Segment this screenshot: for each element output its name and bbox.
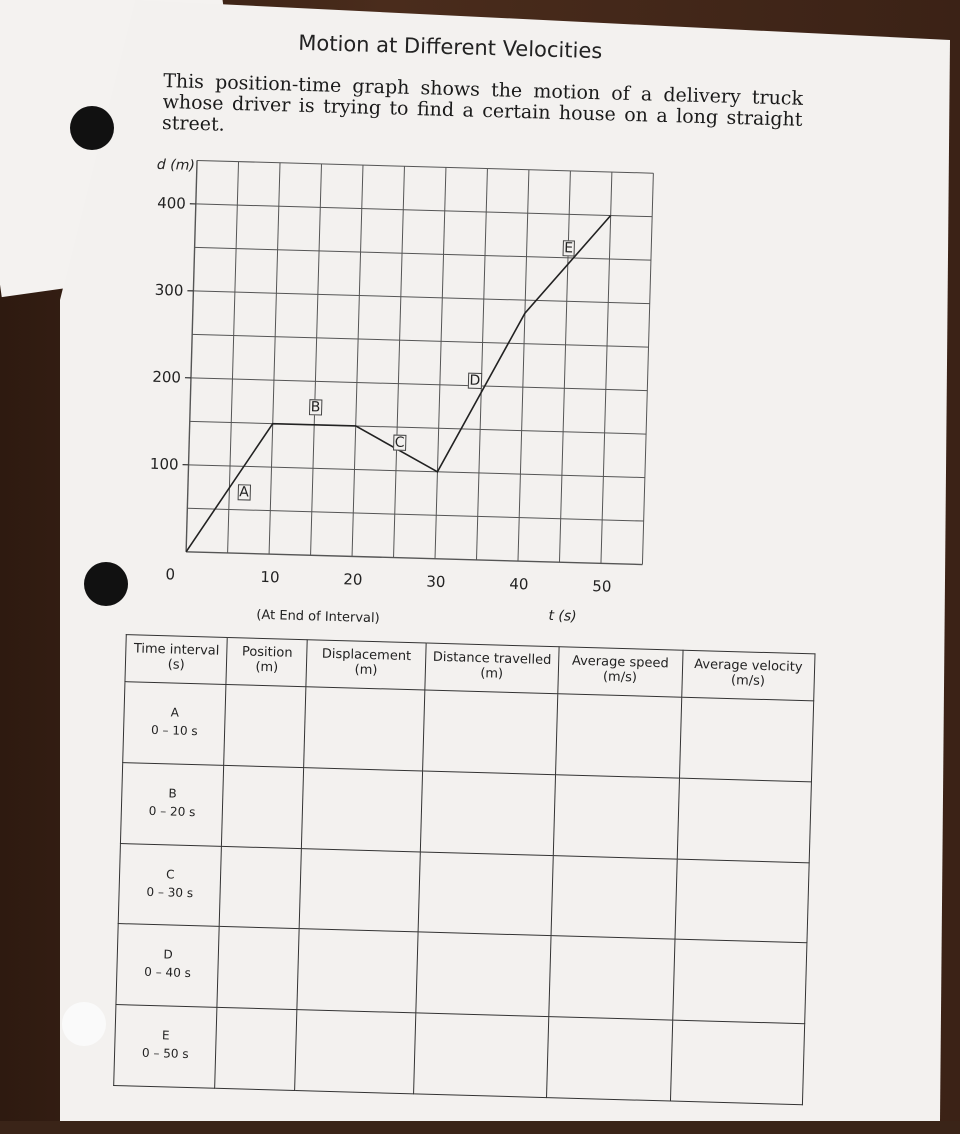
interval-letter: A (125, 702, 224, 723)
x-tick-label: 20 (343, 570, 363, 589)
header-position: Position (m) (226, 637, 307, 686)
interval-range: 0 – 40 s (118, 962, 217, 983)
answer-cell[interactable] (423, 690, 558, 774)
segment-label: B (308, 399, 322, 415)
header-time-interval: Time interval (s) (125, 635, 228, 685)
interval-range: 0 – 50 s (116, 1043, 215, 1064)
grid-line-vertical (477, 169, 488, 560)
answer-cell[interactable] (217, 927, 299, 1010)
interval-range: 0 – 30 s (120, 882, 219, 903)
interval-letter: D (119, 944, 218, 965)
y-tick-label: 100 (138, 454, 178, 473)
answer-cell[interactable] (551, 855, 677, 939)
interval-cell (118, 843, 222, 927)
header-displacement: Displacement (m) (306, 640, 426, 690)
x-tick-label: 10 (260, 568, 280, 587)
answer-cell[interactable] (549, 936, 675, 1020)
grid-line-horizontal (186, 552, 642, 565)
answer-cell[interactable] (297, 929, 418, 1013)
grid-line-vertical (601, 172, 612, 563)
results-table (113, 634, 815, 1105)
answer-cell[interactable] (420, 771, 555, 855)
y-tick-label: 400 (146, 194, 186, 213)
interval-range: 0 – 10 s (125, 720, 224, 741)
header-distance: Distance travelled (m) (425, 643, 559, 694)
answer-cell[interactable] (299, 848, 420, 932)
segment-label: D (467, 372, 482, 388)
answer-cell[interactable] (679, 697, 814, 781)
answer-cell[interactable] (295, 1010, 416, 1094)
grid-line-horizontal (190, 421, 646, 434)
answer-cell[interactable] (416, 932, 551, 1016)
answer-cell[interactable] (418, 852, 553, 936)
x-tick-label: 30 (426, 573, 446, 592)
answer-cell[interactable] (670, 1020, 805, 1104)
grid-line-vertical (311, 164, 322, 555)
interval-cell (120, 762, 224, 846)
header-average-speed: Average speed (m/s) (558, 647, 683, 697)
segment-label: C (393, 435, 407, 451)
grid-line-vertical (269, 163, 280, 554)
grid-line-horizontal (191, 378, 647, 391)
worksheet-title: Motion at Different Velocities (298, 31, 603, 63)
grid-line-vertical (518, 170, 529, 561)
interval-cell (114, 1005, 218, 1089)
interval-cell (123, 682, 227, 766)
grid-line-vertical (186, 160, 197, 551)
grid-line-vertical (642, 173, 653, 564)
interval-letter: B (123, 783, 222, 804)
answer-cell[interactable] (304, 687, 425, 771)
grid-line-horizontal (196, 204, 652, 217)
header-average-velocity: Average velocity (m/s) (681, 650, 815, 701)
answer-cell[interactable] (215, 1008, 297, 1091)
grid-line-horizontal (197, 160, 653, 173)
answer-cell[interactable] (674, 859, 809, 943)
answer-cell[interactable] (555, 694, 681, 778)
answer-cell[interactable] (222, 765, 304, 848)
x-axis-note: (At End of Interval) (256, 608, 380, 626)
grid-line-horizontal (195, 247, 651, 260)
y-axis-label: d (m) (157, 157, 195, 174)
interval-cell (116, 924, 220, 1008)
grid-line-horizontal (187, 508, 643, 521)
grid-line-vertical (435, 167, 446, 558)
interval-letter: E (116, 1025, 215, 1046)
answer-cell[interactable] (220, 846, 302, 929)
x-tick-label: 50 (592, 577, 612, 596)
grid-line-horizontal (192, 334, 648, 347)
grid-line-vertical (352, 165, 363, 556)
y-tick-label: 200 (141, 367, 181, 386)
answer-cell[interactable] (677, 778, 812, 862)
y-tick-label: 300 (143, 281, 183, 300)
grid-line-horizontal (193, 291, 649, 304)
grid-line-horizontal (189, 465, 645, 478)
answer-cell[interactable] (302, 767, 423, 851)
grid-line-vertical (559, 171, 570, 562)
x-tick-label: 40 (509, 575, 529, 594)
answer-cell[interactable] (414, 1013, 549, 1097)
interval-range: 0 – 20 s (123, 801, 222, 822)
answer-cell[interactable] (546, 1017, 672, 1101)
x-axis-label: t (s) (548, 608, 577, 625)
worksheet-intro: This position-time graph shows the motion of a delivery truck whose driver is trying to find a certain house on a long straight street. (162, 71, 804, 152)
answer-cell[interactable] (224, 684, 306, 767)
segment-label: E (562, 240, 575, 256)
interval-letter: C (121, 864, 220, 885)
x-tick-label: 0 (165, 565, 175, 583)
answer-cell[interactable] (553, 774, 679, 858)
segment-label: A (237, 484, 251, 500)
grid-line-vertical (394, 166, 405, 557)
answer-cell[interactable] (672, 939, 807, 1023)
